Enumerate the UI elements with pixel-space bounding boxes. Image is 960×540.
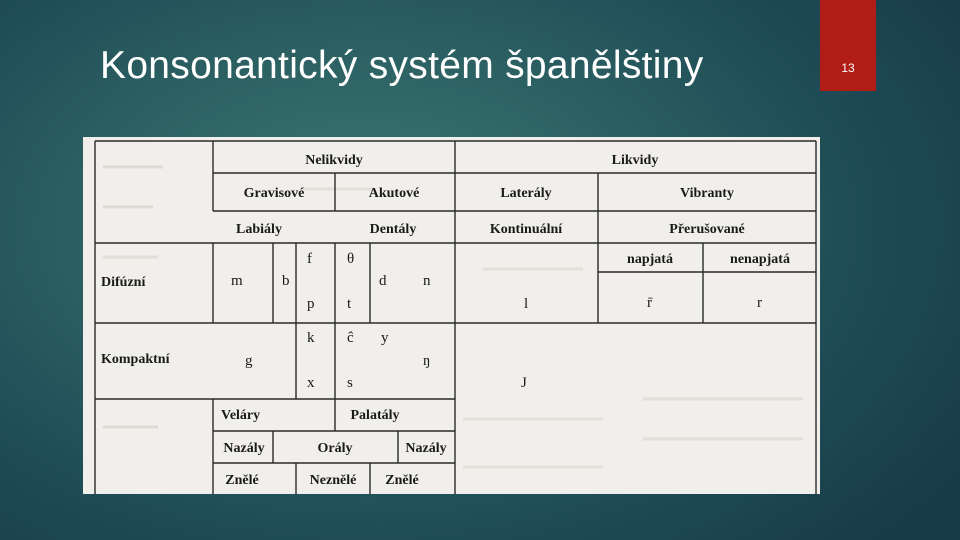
label-palataly: Palatály [350, 408, 400, 423]
header-prerusovane: Přerušované [669, 222, 745, 237]
label-neznele: Neznělé [309, 473, 357, 488]
consonant-table-scan [83, 137, 820, 494]
header-nenapjata: nenapjatá [730, 252, 790, 267]
header-gravisove: Gravisové [243, 186, 305, 201]
symbol-theta: θ [347, 251, 355, 267]
symbol-c-hacek: ĉ [347, 330, 354, 346]
symbol-rr: r̄ [647, 295, 652, 311]
header-vibranty: Vibranty [680, 186, 734, 201]
header-lateraly: Laterály [500, 186, 552, 201]
header-labialy: Labiály [236, 222, 282, 237]
symbol-f: f [307, 251, 312, 267]
slide-title: Konsonantický systém španělštiny [100, 44, 704, 87]
symbol-k: k [307, 330, 315, 346]
label-znele-left: Znělé [225, 473, 259, 488]
header-kontinualni: Kontinuální [489, 222, 563, 237]
symbol-s: s [347, 375, 353, 391]
symbol-r: r [757, 295, 762, 311]
label-nazaly-left: Nazály [223, 441, 265, 456]
symbol-j: J [521, 375, 527, 391]
header-akutove: Akutové [368, 186, 420, 201]
symbol-m: m [231, 273, 243, 289]
row-label-kompaktni: Kompaktní [101, 352, 170, 367]
page-number: 13 [841, 61, 855, 75]
label-nazaly-right: Nazály [405, 441, 447, 456]
label-velary: Veláry [221, 408, 261, 423]
symbol-eng: ŋ [423, 353, 431, 369]
consonant-table [83, 137, 820, 494]
header-likvidy: Likvidy [611, 153, 659, 168]
header-dentaly: Dentály [369, 222, 417, 237]
symbol-d: d [379, 273, 387, 289]
symbol-n: n [423, 273, 431, 289]
label-oraly: Orály [317, 441, 353, 456]
symbol-p: p [307, 296, 315, 312]
row-label-difuzni: Difúzní [101, 275, 146, 290]
symbol-b: b [282, 273, 290, 289]
symbol-y: y [381, 330, 389, 346]
label-znele-right: Znělé [385, 473, 419, 488]
scan-texture [103, 167, 803, 467]
header-napjata: napjatá [627, 252, 673, 267]
header-nelikvidy: Nelikvidy [305, 153, 363, 168]
symbol-x: x [307, 375, 315, 391]
symbol-g: g [245, 353, 253, 369]
symbol-l: l [524, 296, 529, 312]
symbol-t: t [347, 296, 352, 312]
page-number-badge [820, 0, 876, 91]
